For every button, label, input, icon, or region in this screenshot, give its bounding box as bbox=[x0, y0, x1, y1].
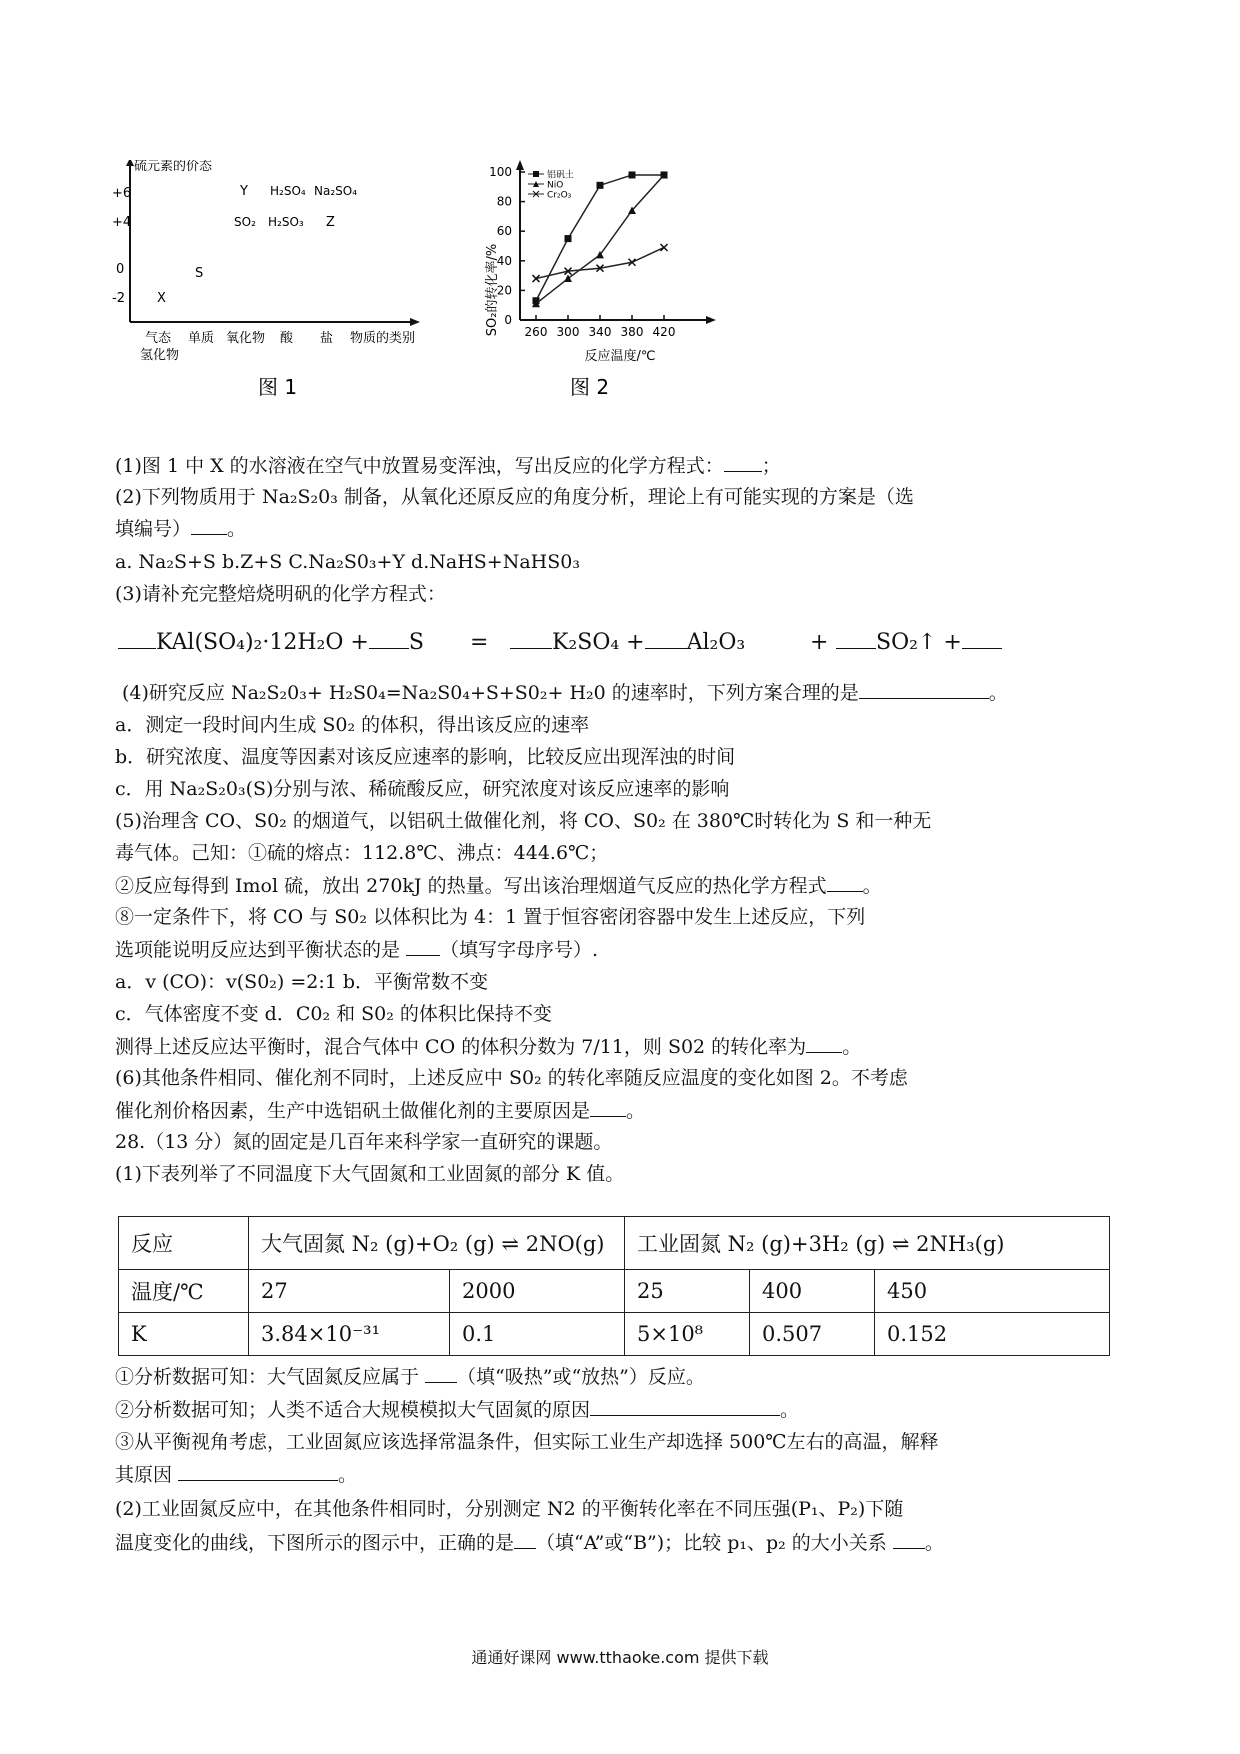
table-cell-industrial-fixation bbox=[625, 1217, 1110, 1270]
legend-label: NiO bbox=[547, 180, 564, 191]
eq-so2: SO₂↑ + bbox=[876, 630, 962, 655]
q1-text: (1)图 1 中 X 的水溶液在空气中放置易变浑浊，写出反应的化学方程式： bbox=[115, 455, 724, 477]
q28-title: 28.（13 分）氮的固定是几百年来科学家一直研究的课题。 bbox=[115, 1131, 613, 1153]
q4-option-b: b．研究浓度、温度等因素对该反应速率的影响，比较反应出现浑浊的时间 bbox=[115, 746, 736, 768]
a3b-end: 。 bbox=[338, 1464, 358, 1486]
table-cell: 0.1 bbox=[450, 1313, 625, 1356]
q5-line-e bbox=[115, 937, 598, 962]
q1-end: ； bbox=[761, 455, 781, 477]
table-cell-atmospheric-fixation bbox=[249, 1217, 625, 1270]
y-tick-label: 60 bbox=[496, 224, 512, 239]
fig1-x-title: 物质的类别 bbox=[350, 331, 416, 346]
q1-line bbox=[115, 453, 781, 478]
table-cell: K bbox=[119, 1313, 249, 1356]
figure-2-conversion-chart bbox=[470, 160, 810, 420]
fig1-point-s: S bbox=[195, 266, 204, 281]
k-value-table bbox=[118, 1216, 1110, 1356]
table-row bbox=[119, 1270, 1110, 1313]
data-point-square bbox=[597, 182, 604, 189]
q4-option-c: c．用 Na₂S₂0₃(S)分别与浓、稀硫酸反应，研究浓度对该反应速率的影响 bbox=[115, 778, 730, 800]
table-cell: 450 bbox=[875, 1270, 1110, 1313]
q3-line: (3)请补充完整焙烧明矾的化学方程式： bbox=[115, 583, 446, 605]
answer-blank[interactable] bbox=[406, 937, 440, 956]
x-tick-label: 420 bbox=[652, 325, 676, 339]
a3b-text: 其原因 bbox=[115, 1464, 179, 1486]
q4-text: (4)研究反应 Na₂S₂0₃+ H₂S0₄=Na₂S0₄+S+S0₂+ H₂0 的速率时，下列方案合理的是 bbox=[122, 682, 859, 704]
table-header-row bbox=[119, 1217, 1110, 1270]
table-cell: 2000 bbox=[450, 1270, 625, 1313]
legend-label: Cr₂O₃ bbox=[547, 190, 572, 201]
table-cell: 25 bbox=[625, 1270, 750, 1313]
eq-alum: KAl(SO₄)₂·12H₂O + bbox=[156, 630, 369, 655]
a1-end: （填“吸热”或“放热”）反应。 bbox=[457, 1366, 705, 1388]
equilibrium-arrow-icon: ⇌ bbox=[891, 1232, 910, 1256]
table-cell: 27 bbox=[249, 1270, 450, 1313]
coefficient-blank[interactable] bbox=[962, 630, 1002, 649]
eq-plus: + bbox=[810, 630, 829, 655]
y-axis-arrow bbox=[516, 160, 524, 170]
q5-line-c bbox=[115, 873, 882, 898]
q2-line-b bbox=[115, 516, 246, 541]
fig1-y-title: 硫元素的价态 bbox=[134, 160, 213, 174]
y-tick-label: 20 bbox=[496, 283, 512, 298]
fig1-point-so2: SO₂ bbox=[234, 215, 256, 229]
header-text: 工业固氮 N₂ (g)+3H₂ (g) bbox=[637, 1232, 886, 1256]
coefficient-blank[interactable] bbox=[369, 630, 409, 649]
data-point-square bbox=[565, 235, 572, 242]
a1-text: ①分析数据可知：大气固氮反应属于 bbox=[115, 1366, 426, 1388]
y-tick-label: 40 bbox=[496, 253, 512, 268]
coefficient-blank[interactable] bbox=[645, 630, 687, 649]
b2-text: 温度变化的曲线，下图所示的图示中，正确的是 bbox=[115, 1532, 515, 1554]
q2-line-a: (2)下列物质用于 Na₂S₂0₃ 制备，从氧化还原反应的角度分析，理论上有可能实现的方案是（选 bbox=[115, 486, 914, 508]
q4-option-a: a．测定一段时间内生成 S0₂ 的体积，得出该反应的速率 bbox=[115, 714, 590, 736]
fig1-y-tick: +6 bbox=[112, 186, 132, 201]
q28-b-line-2 bbox=[115, 1530, 944, 1555]
table-row bbox=[119, 1313, 1110, 1356]
x-axis-arrow bbox=[706, 316, 716, 324]
fig1-point-x: X bbox=[157, 291, 166, 306]
header-text: 2NO(g) bbox=[525, 1232, 605, 1256]
equilibrium-arrow-icon: ⇌ bbox=[501, 1232, 520, 1256]
y-tick-label: 100 bbox=[489, 165, 512, 179]
q5h-text: 测得上述反应达平衡时，混合气体中 CO 的体积分数为 7/11，则 S02 的转化率为 bbox=[115, 1036, 807, 1058]
fig1-x-cat: 气态 bbox=[145, 331, 172, 346]
q2b-text: 填编号） bbox=[115, 518, 192, 540]
answer-blank[interactable] bbox=[191, 516, 227, 535]
q28-part1: (1)下表列举了不同温度下大气固氮和工业固氮的部分 K 值。 bbox=[115, 1163, 625, 1185]
table-cell: 反应 bbox=[119, 1217, 249, 1270]
table-cell: 0.507 bbox=[750, 1313, 875, 1356]
q4-end: 。 bbox=[988, 682, 1008, 704]
fig1-point-y: Y bbox=[240, 184, 248, 199]
data-point-square bbox=[629, 171, 636, 178]
q5c-text: ②反应每得到 Imol 硫，放出 270kJ 的热量。写出该治理烟道气反应的热化学方程式 bbox=[115, 875, 827, 897]
fig2-x-label: 反应温度/℃ bbox=[584, 349, 656, 364]
q28-a2 bbox=[115, 1397, 799, 1422]
answer-blank[interactable] bbox=[893, 1530, 925, 1549]
q28-a1 bbox=[115, 1364, 705, 1389]
answer-blank[interactable] bbox=[514, 1530, 536, 1549]
fig1-x-cat-sub: 氢化物 bbox=[140, 348, 180, 363]
answer-blank[interactable] bbox=[425, 1364, 457, 1383]
y-tick-label: 80 bbox=[496, 194, 512, 209]
q6b-text: 催化剂价格因素，生产中选铝矾土做催化剂的主要原因是 bbox=[115, 1100, 591, 1122]
equation-term-3 bbox=[836, 630, 1002, 655]
eq-equals: = bbox=[470, 630, 489, 655]
fig1-point-z: Z bbox=[326, 215, 335, 230]
q5-options-ab: a．v (CO)：v(S0₂) =2:1 b．平衡常数不变 bbox=[115, 971, 489, 993]
coefficient-blank[interactable] bbox=[118, 630, 156, 649]
b2-end: 。 bbox=[924, 1532, 944, 1554]
fig2-y-label: SO₂的转化率/% bbox=[485, 243, 500, 337]
eq-k2so4: K₂SO₄ + bbox=[552, 630, 645, 655]
fig1-point-na2so4: Na₂SO₄ bbox=[314, 184, 358, 198]
coefficient-blank[interactable] bbox=[510, 630, 552, 649]
equation-term-1 bbox=[118, 630, 424, 655]
q5-line-h bbox=[115, 1034, 861, 1059]
q5c-end: 。 bbox=[862, 875, 882, 897]
answer-blank[interactable] bbox=[827, 873, 863, 892]
q5-line-d: ⑧一定条件下，将 CO 与 S0₂ 以体积比为 4：1 置于恒容密闭容器中发生上述反应，下列 bbox=[115, 906, 866, 928]
table-cell: 0.152 bbox=[875, 1313, 1110, 1356]
x-tick-label: 260 bbox=[524, 325, 548, 339]
b2-mid: （填“A”或“B”)；比较 p₁、p₂ 的大小关系 bbox=[536, 1532, 893, 1554]
fig2-caption: 图 2 bbox=[570, 375, 610, 399]
q28-a3-line-a: ③从平衡视角考虑，工业固氮应该选择常温条件，但实际工业生产却选择 500℃左右的高温，解释 bbox=[115, 1431, 939, 1453]
fig1-y-tick: -2 bbox=[112, 291, 125, 306]
fig1-point-h2so3: H₂SO₃ bbox=[268, 215, 304, 229]
q28-b-line-1: (2)工业固氮反应中，在其他条件相同时，分别测定 N2 的平衡转化率在不同压强(P₁、P₂)下随 bbox=[115, 1498, 904, 1520]
header-text: 2NH₃(g) bbox=[916, 1232, 1005, 1256]
table-cell: 400 bbox=[750, 1270, 875, 1313]
fig1-y-tick: +4 bbox=[112, 215, 132, 230]
legend-marker bbox=[533, 171, 539, 177]
q6-line-a: (6)其他条件相同、催化剂不同时，上述反应中 S0₂ 的转化率随反应温度的变化如图 2。不考虑 bbox=[115, 1067, 908, 1089]
table-cell: 温度/℃ bbox=[119, 1270, 249, 1313]
q6b-end: 。 bbox=[626, 1100, 646, 1122]
answer-blank[interactable] bbox=[724, 453, 762, 472]
page-footer: 通通好课网 www.tthaoke.com 提供下载 bbox=[471, 1648, 769, 1667]
y-tick-label: 0 bbox=[504, 313, 512, 327]
answer-blank[interactable] bbox=[806, 1034, 842, 1053]
table-cell: 3.84×10⁻³¹ bbox=[249, 1313, 450, 1356]
q5e-text: 选项能说明反应达到平衡状态的是 bbox=[115, 939, 407, 961]
q5-line-b: 毒气体。己知：①硫的熔点：112.8℃、沸点：444.6℃； bbox=[115, 842, 609, 864]
q2b-end: 。 bbox=[227, 518, 247, 540]
figure-1-valence-chart bbox=[110, 160, 490, 420]
answer-blank[interactable] bbox=[859, 680, 989, 699]
x-tick-label: 340 bbox=[588, 325, 612, 339]
table-cell: 5×10⁸ bbox=[625, 1313, 750, 1356]
fig1-y-tick: 0 bbox=[116, 262, 125, 277]
fig1-x-cat: 单质 bbox=[188, 331, 215, 346]
fig1-x-cat: 盐 bbox=[320, 331, 334, 346]
a2-text: ②分析数据可知；人类不适合大规模模拟大气固氮的原因 bbox=[115, 1399, 591, 1421]
a2-end: 。 bbox=[780, 1399, 800, 1421]
x-tick-label: 300 bbox=[556, 325, 580, 339]
q6-line-b bbox=[115, 1098, 645, 1123]
fig1-caption: 图 1 bbox=[258, 375, 298, 399]
answer-blank[interactable] bbox=[590, 1098, 626, 1117]
q5h-end: 。 bbox=[842, 1036, 862, 1058]
fig1-point-h2so4: H₂SO₄ bbox=[270, 184, 306, 198]
q2-options: a. Na₂S+S b.Z+S C.Na₂S0₃+Y d.NaHS+NaHS0₃ bbox=[115, 551, 580, 573]
answer-blank[interactable] bbox=[178, 1462, 338, 1481]
equation-term-2 bbox=[510, 630, 745, 655]
legend-label: 铝矾土 bbox=[547, 170, 575, 181]
q5-line-a: (5)治理含 CO、S0₂ 的烟道气，以铝矾土做催化剂，将 CO、S0₂ 在 380℃时转化为 S 和一种无 bbox=[115, 810, 932, 832]
eq-al2o3: Al₂O₃ bbox=[686, 630, 746, 655]
q5-options-cd: c．气体密度不变 d．C0₂ 和 S0₂ 的体积比保持不变 bbox=[115, 1003, 552, 1025]
q5e-end: （填写字母序号）. bbox=[440, 939, 599, 961]
x-tick-label: 380 bbox=[620, 325, 644, 339]
fig1-x-cat: 酸 bbox=[280, 331, 294, 346]
eq-s: S bbox=[408, 630, 424, 655]
fig1-x-cat: 氧化物 bbox=[226, 331, 266, 346]
q4-line bbox=[122, 680, 1008, 705]
header-text: 大气固氮 N₂ (g)+O₂ (g) bbox=[261, 1232, 495, 1256]
q28-a3-line-b bbox=[115, 1462, 357, 1487]
answer-blank[interactable] bbox=[590, 1397, 780, 1416]
coefficient-blank[interactable] bbox=[836, 630, 876, 649]
